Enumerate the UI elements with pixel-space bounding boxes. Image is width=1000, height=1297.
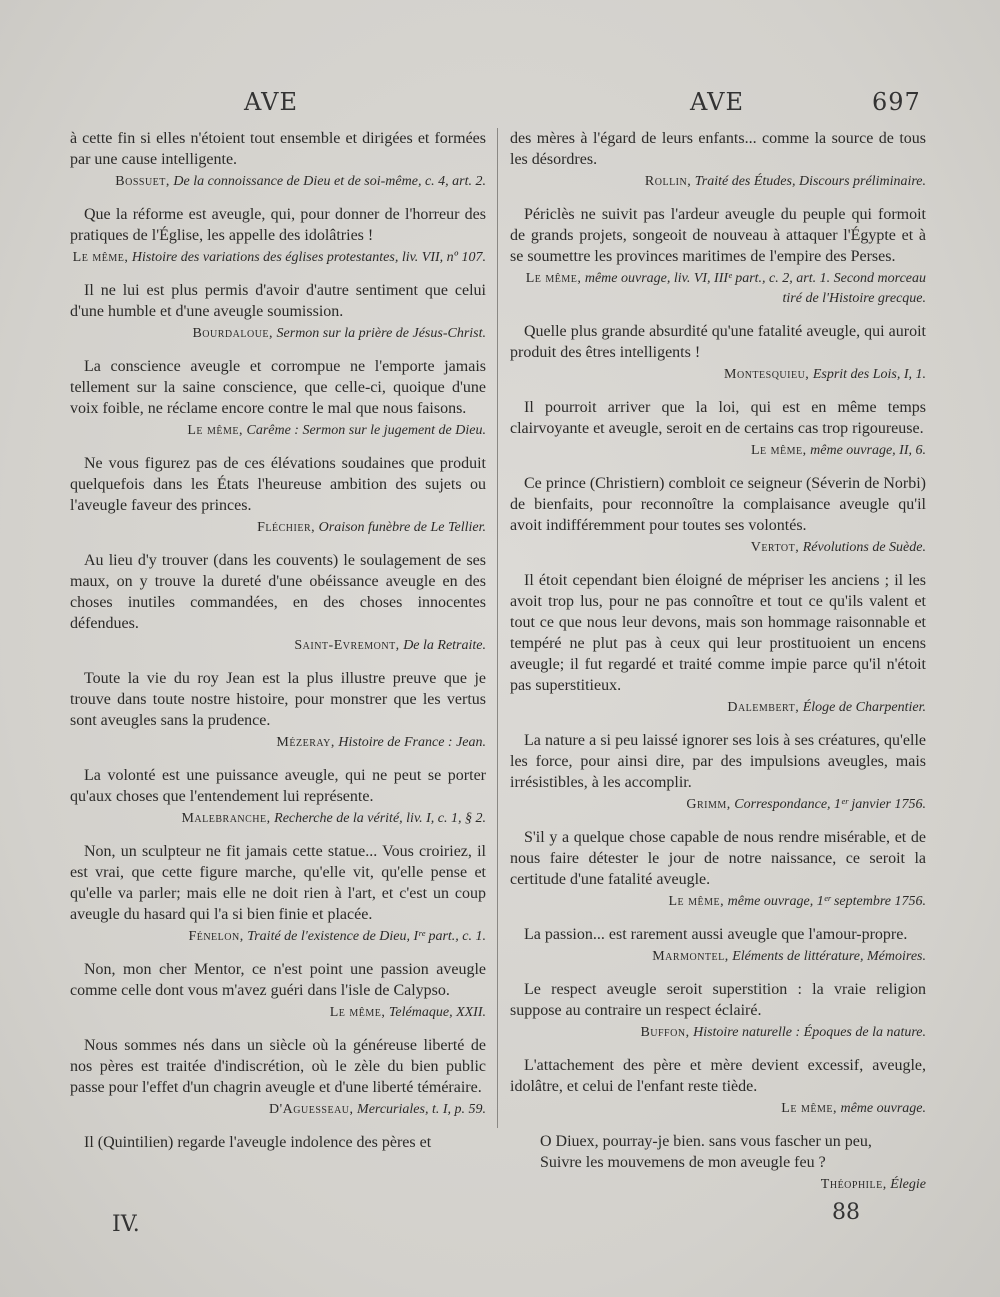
citation-author: Le même,: [525, 271, 582, 286]
citation-author: Saint-Evremont,: [294, 638, 400, 653]
citation: [70, 636, 486, 656]
citation-author: Fléchier,: [257, 520, 316, 535]
quotation-entry: [70, 128, 486, 204]
signature-mark-left: IV.: [112, 1212, 140, 1237]
citation-author: Dalembert,: [727, 700, 800, 715]
citation-work: Oraison funèbre de Le Tellier.: [318, 520, 486, 535]
citation-work: Révolutions de Suède.: [802, 540, 926, 555]
quotation-entry: [70, 280, 486, 356]
citation-work: même ouvrage, 1ᵉʳ septembre 1756.: [727, 894, 926, 909]
citation-author: Marmontel,: [652, 949, 729, 964]
left-column: [70, 128, 486, 1153]
citation-work: Sermon sur la prière de Jésus-Christ.: [276, 326, 486, 341]
citation-author: Bourdaloue,: [192, 326, 274, 341]
citation-author: Le même,: [329, 1005, 386, 1020]
citation-work: Histoire des variations des églises protestantes, liv. VII, nº 107.: [131, 250, 486, 265]
right-column: [510, 128, 926, 1195]
quotation-entry: [510, 979, 926, 1055]
citation-work: même ouvrage.: [840, 1101, 926, 1116]
citation-author: Mézeray,: [276, 735, 335, 750]
citation-work: Recherche de la vérité, liv. I, c. 1, § 2.: [274, 811, 486, 826]
citation-author: Montesquieu,: [724, 367, 810, 382]
quotation-entry: [510, 204, 926, 321]
quotation-text: La conscience aveugle et corrompue ne l'emporte jamais tellement sur la saine conscience, que celle-ci, quoique d'une voix foible, ne réclame encore contre le mal que nous faisons.: [70, 358, 486, 417]
citation-author: Vertot,: [750, 540, 800, 555]
citation: [510, 538, 926, 558]
citation: [70, 1100, 486, 1120]
citation: [510, 365, 926, 385]
quotation-text: Le respect aveugle seroit superstition : la vraie religion suppose au contraire un respect éclairé.: [510, 981, 926, 1019]
quotation-entry: [510, 321, 926, 397]
citation-author: Rollin,: [644, 174, 692, 189]
quotation-text: S'il y a quelque chose capable de nous rendre misérable, et de nous faire détester le jour de notre naissance, ce seroit la certitude d'une fatalité aveugle.: [510, 829, 926, 888]
quotation-entry: [510, 1131, 926, 1195]
citation-author: Fénelon,: [188, 929, 244, 944]
quotation-entry: [70, 959, 486, 1035]
citation-work: Eléments de littérature, Mémoires.: [732, 949, 926, 964]
page-number: 697: [872, 88, 921, 116]
quotation-entry: [70, 356, 486, 453]
citation: [70, 733, 486, 753]
citation-work: De la connoissance de Dieu et de soi-même, c. 4, art. 2.: [173, 174, 486, 189]
column-divider: [497, 128, 498, 1128]
quotation-text: à cette fin si elles n'étoient tout ensemble et dirigées et formées par une cause intelligente.: [70, 130, 486, 168]
citation-author: Grimm,: [686, 797, 731, 812]
citation: [510, 1099, 926, 1119]
citation-work: Carême : Sermon sur le jugement de Dieu.: [246, 423, 486, 438]
quotation-entry: [70, 668, 486, 765]
citation-author: Théophile,: [820, 1177, 887, 1192]
quotation-text: La volonté est une puissance aveugle, qui ne peut se porter qu'aux choses que l'entendement lui représente.: [70, 767, 486, 805]
citation: [510, 172, 926, 192]
quotation-entry: [70, 453, 486, 550]
quotation-text: Il ne lui est plus permis d'avoir d'autre sentiment que celui d'une humble et d'une aveugle soumission.: [70, 282, 486, 320]
quotation-entry: [510, 473, 926, 570]
citation: [510, 1175, 926, 1195]
quotation-text: Toute la vie du roy Jean est la plus illustre preuve que je trouve dans toute nostre histoire, pour monstrer que les vertus sont aveugles sans la prudence.: [70, 670, 486, 729]
citation: [70, 518, 486, 538]
quotation-text: Que la réforme est aveugle, qui, pour donner de l'horreur des pratiques de l'Église, les appelle des idolâtries !: [70, 206, 486, 244]
citation-author: Le même,: [781, 1101, 837, 1116]
quotation-text: Nous sommes nés dans un siècle où la généreuse liberté de nos pères est traitée d'indiscrétion, où le zèle du bien public passe pour l'effet d'un chagrin aveugle et d'une liberté téméraire.: [70, 1037, 486, 1096]
quotation-entry: [70, 550, 486, 668]
citation-work: Éloge de Charpentier.: [802, 700, 926, 715]
quotation-text: Ne vous figurez pas de ces élévations soudaines que produit quelquefois dans les États l'heureuse ambition des sujets ou l'aveugle faveur des princes.: [70, 455, 486, 514]
citation: [70, 421, 486, 441]
citation-work: même ouvrage, liv. VI, IIIᵉ part., c. 2, art. 1. Second morceau tiré de l'Histoire grecque.: [584, 271, 926, 306]
citation: [510, 795, 926, 815]
quotation-entry: [510, 1055, 926, 1131]
citation-author: Le même,: [72, 250, 129, 265]
quotation-text: Il pourroit arriver que la loi, qui est en même temps clairvoyante et aveugle, seroit en de certains cas trop rigoureuse.: [510, 399, 926, 437]
citation-author: Le même,: [750, 443, 807, 458]
quotation-entry: [510, 570, 926, 730]
citation-author: Buffon,: [640, 1025, 690, 1040]
citation-work: Esprit des Lois, I, 1.: [812, 367, 926, 382]
quotation-text: Au lieu d'y trouver (dans les couvents) le soulagement de ses maux, on y trouve la dureté d'une obéissance aveugle en des choses inutiles commandées, en des choses innocentes défendues.: [70, 552, 486, 632]
signature-mark-right: 88: [832, 1200, 860, 1225]
citation-work: même ouvrage, II, 6.: [810, 443, 926, 458]
citation-work: Histoire naturelle : Époques de la nature.: [693, 1025, 926, 1040]
citation-work: Traité des Études, Discours préliminaire.: [694, 174, 926, 189]
citation-author: Bossuet,: [115, 174, 170, 189]
quotation-text: Il (Quintilien) regarde l'aveugle indolence des pères et: [84, 1134, 432, 1151]
quotation-text: Périclès ne suivit pas l'ardeur aveugle du peuple qui formoit de grands projets, songeoit de nouveau à attaquer l'Égypte et à se soumettre les provinces maritimes de l'empire des Perses.: [510, 206, 926, 265]
citation-author: D'Aguesseau,: [269, 1102, 354, 1117]
running-head-left: AVE: [244, 88, 298, 116]
citation: [70, 809, 486, 829]
citation-work: Telémaque, XXII.: [388, 1005, 486, 1020]
quotation-entry: [70, 204, 486, 280]
citation-work: De la Retraite.: [403, 638, 486, 653]
citation-work: Mercuriales, t. I, p. 59.: [357, 1102, 486, 1117]
quotation-text: Ce prince (Christiern) combloit ce seigneur (Séverin de Norbi) de bienfaits, pour reconnoître la complaisance aveugle qu'il avoit indifféremment pour toutes ses volontés.: [510, 475, 926, 534]
citation: [510, 698, 926, 718]
citation: [70, 324, 486, 344]
quotation-text: Non, mon cher Mentor, ce n'est point une passion aveugle comme celle dont vous m'avez guéri dans l'isle de Calypso.: [70, 961, 486, 999]
citation-work: Histoire de France : Jean.: [338, 735, 486, 750]
quotation-entry: [510, 128, 926, 204]
citation: [510, 441, 926, 461]
verse-line: Suivre les mouvemens de mon aveugle feu ?: [540, 1154, 826, 1171]
quotation-text: Il étoit cependant bien éloigné de mépriser les anciens ; il les avoit trop lus, pour ne pas connoître et tout ce qu'ils valent et tout ce que nous leur devons, mais son hommage raisonnable et tempéré ne plut pas à ceux qui leur prostituoient un encens aveugle; il fut regardé et traité comme impie parce qu'il n'étoit pas superstitieux.: [510, 572, 926, 694]
citation: [70, 248, 486, 268]
quotation-entry: [70, 1035, 486, 1132]
citation: [510, 269, 926, 309]
citation-work: Correspondance, 1ᵉʳ janvier 1756.: [734, 797, 926, 812]
quotation-entry: [510, 730, 926, 827]
running-head-right: AVE: [690, 88, 744, 116]
verse-line: O Diuex, pourray-je bien. sans vous fascher un peu,: [540, 1133, 872, 1150]
citation: [70, 172, 486, 192]
quotation-text: La passion... est rarement aussi aveugle que l'amour-propre.: [524, 926, 908, 943]
citation: [510, 892, 926, 912]
quotation-entry: [70, 765, 486, 841]
quotation-entry: [70, 841, 486, 959]
citation: [70, 927, 486, 947]
citation-author: Le même,: [668, 894, 725, 909]
quotation-text: Quelle plus grande absurdité qu'une fatalité aveugle, qui auroit produit des êtres intelligents !: [510, 323, 926, 361]
citation-work: Élegie: [890, 1177, 926, 1192]
quotation-entry: [510, 924, 926, 979]
quotation-entry: [70, 1132, 486, 1153]
quotation-text: La nature a si peu laissé ignorer ses lois à ses créatures, qu'elle les force, pour ainsi dire, par des impulsions aveugles, mais irrésistibles, à les accomplir.: [510, 732, 926, 791]
citation-work: Traité de l'existence de Dieu, Iʳᵉ part., c. 1.: [247, 929, 486, 944]
quotation-text: des mères à l'égard de leurs enfants... comme la source de tous les désordres.: [510, 130, 926, 168]
quotation-entry: [510, 827, 926, 924]
citation-author: Malebranche,: [181, 811, 271, 826]
citation: [510, 947, 926, 967]
citation: [70, 1003, 486, 1023]
citation: [510, 1023, 926, 1043]
citation-author: Le même,: [187, 423, 243, 438]
quotation-text: L'attachement des père et mère devient excessif, aveugle, idolâtre, et celui de l'enfant reste tiède.: [510, 1057, 926, 1095]
quotation-text: Non, un sculpteur ne fit jamais cette statue... Vous croiriez, il est vrai, que cette figure marche, qu'elle vit, qu'elle pense et qu'elle va parler; mais elle ne doit rien à l'art, et c'est un coup aveugle du hasard qui l'a si bien finie et placée.: [70, 843, 486, 923]
quotation-entry: [510, 397, 926, 473]
